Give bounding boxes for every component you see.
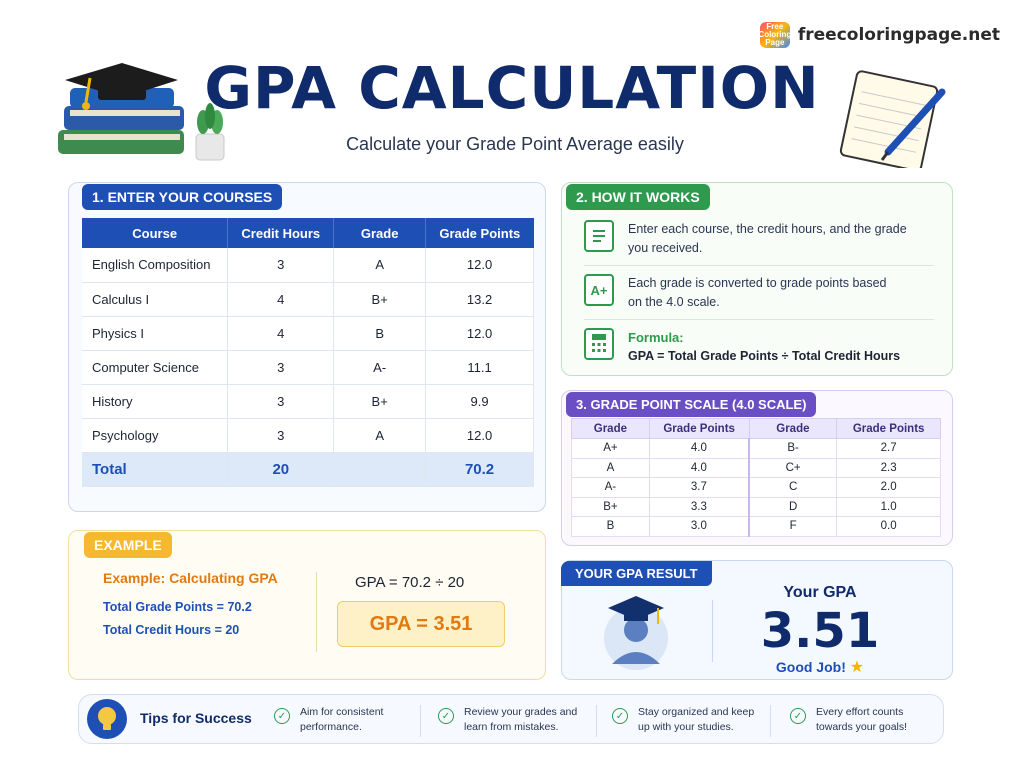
document-icon <box>584 220 614 252</box>
scale-grade: B+ <box>572 497 650 517</box>
course-name[interactable]: English Composition <box>82 248 228 282</box>
gpa-message: Good Job! <box>775 659 846 675</box>
scale-grade: C+ <box>749 458 837 478</box>
scale-grade: B- <box>749 439 837 459</box>
courses-heading: 1. ENTER YOUR COURSES <box>82 184 282 210</box>
tip-divider <box>770 705 771 737</box>
result-divider <box>712 600 713 662</box>
col-grade: Grade <box>334 218 426 248</box>
gpa-label: Your GPA <box>783 584 857 601</box>
example-total-points: Total Grade Points = 70.2 <box>103 600 252 614</box>
scale-grade: A <box>572 458 650 478</box>
grade[interactable]: A- <box>334 350 426 384</box>
check-icon: ✓ <box>274 708 290 724</box>
table-row[interactable] <box>82 282 534 316</box>
total-credits: 20 <box>228 452 334 486</box>
scale-header-row <box>572 419 941 439</box>
scale-col-points: Grade Points <box>837 419 941 439</box>
tip-divider <box>420 705 421 737</box>
how-divider <box>584 319 934 320</box>
grade-points: 12.0 <box>426 316 534 350</box>
grade-points: 11.1 <box>426 350 534 384</box>
scale-points: 4.0 <box>649 458 749 478</box>
scale-row <box>572 497 941 517</box>
student-icon <box>598 590 678 674</box>
scale-points: 4.0 <box>649 439 749 459</box>
example-formula: GPA = 70.2 ÷ 20 <box>355 574 465 591</box>
tip-text: Review your grades and learn from mistakes. <box>464 706 578 733</box>
gpa-message-wrap <box>740 657 900 677</box>
total-grade-empty <box>334 452 426 486</box>
tip-text: Every effort counts towards your goals! <box>816 706 908 733</box>
courses-table <box>82 218 534 487</box>
scale-row <box>572 439 941 459</box>
grade[interactable]: B+ <box>334 282 426 316</box>
brand[interactable] <box>760 22 1000 48</box>
table-row[interactable] <box>82 316 534 350</box>
credit-hours[interactable]: 3 <box>228 384 334 418</box>
formula-label: Formula: <box>628 330 684 345</box>
example-title: Example: Calculating GPA <box>103 570 278 586</box>
scale-points: 2.7 <box>837 439 941 459</box>
scale-grade: D <box>749 497 837 517</box>
table-row[interactable] <box>82 384 534 418</box>
course-name[interactable]: History <box>82 384 228 418</box>
grade[interactable]: B+ <box>334 384 426 418</box>
credit-hours[interactable]: 3 <box>228 418 334 452</box>
course-name[interactable]: Psychology <box>82 418 228 452</box>
grade-points: 13.2 <box>426 282 534 316</box>
scale-points: 3.0 <box>649 517 749 537</box>
brand-logo: Free Coloring Page <box>758 22 792 47</box>
lightbulb-icon <box>86 698 128 740</box>
scale-col-grade: Grade <box>749 419 837 439</box>
tip-item <box>438 705 582 735</box>
scale-points: 3.3 <box>649 497 749 517</box>
total-points: 70.2 <box>426 452 534 486</box>
tips-title: Tips for Success <box>140 710 252 726</box>
how-step-formula <box>584 328 900 366</box>
tip-text: Aim for consistent performance. <box>300 706 384 733</box>
scale-points: 2.0 <box>837 478 941 498</box>
tip-item <box>612 705 762 735</box>
scale-grade: C <box>749 478 837 498</box>
tip-item <box>274 705 400 735</box>
scale-points: 1.0 <box>837 497 941 517</box>
course-name[interactable]: Physics I <box>82 316 228 350</box>
grade[interactable]: A <box>334 248 426 282</box>
tip-item <box>790 705 928 735</box>
scale-points: 2.3 <box>837 458 941 478</box>
brand-site[interactable]: freecoloringpage.net <box>797 25 1000 45</box>
scale-col-points: Grade Points <box>649 419 749 439</box>
example-result-box: GPA = 3.51 <box>337 601 505 647</box>
tip-divider <box>596 705 597 737</box>
gpa-value: 3.51 <box>760 603 880 659</box>
how-heading: 2. HOW IT WORKS <box>566 184 710 210</box>
credit-hours[interactable]: 4 <box>228 316 334 350</box>
col-course: Course <box>82 218 228 248</box>
scale-row <box>572 478 941 498</box>
tip-text: Stay organized and keep up with your studies. <box>638 706 755 733</box>
how-step-enter <box>584 220 928 258</box>
grade-points: 12.0 <box>426 248 534 282</box>
calculator-icon <box>584 328 614 360</box>
page-title: GPA CALCULATION <box>204 54 820 122</box>
example-heading: EXAMPLE <box>84 532 172 558</box>
course-name[interactable]: Calculus I <box>82 282 228 316</box>
check-icon: ✓ <box>790 708 806 724</box>
how-step-convert <box>584 274 898 312</box>
grade-points: 9.9 <box>426 384 534 418</box>
how-formula-block <box>628 328 900 366</box>
grade-icon: A+ <box>584 274 614 306</box>
scale-heading: 3. GRADE POINT SCALE (4.0 SCALE) <box>566 392 816 417</box>
example-total-credits: Total Credit Hours = 20 <box>103 623 240 637</box>
scale-grade: A+ <box>572 439 650 459</box>
grade-points: 12.0 <box>426 418 534 452</box>
scale-points: 0.0 <box>837 517 941 537</box>
col-grade-points: Grade Points <box>426 218 534 248</box>
how-step-enter-text: Enter each course, the credit hours, and the grade you received. <box>628 222 907 255</box>
credit-hours[interactable]: 3 <box>228 350 334 384</box>
check-icon: ✓ <box>612 708 628 724</box>
course-name[interactable]: Computer Science <box>82 350 228 384</box>
credit-hours[interactable]: 3 <box>228 248 334 282</box>
table-row[interactable] <box>82 248 534 282</box>
scale-row <box>572 458 941 478</box>
scale-grade: F <box>749 517 837 537</box>
how-step-convert-text: Each grade is converted to grade points based on the 4.0 scale. <box>628 276 887 309</box>
grade-scale-table <box>571 418 941 537</box>
formula-text: GPA = Total Grade Points ÷ Total Credit Hours <box>628 349 901 363</box>
how-divider <box>584 265 934 266</box>
page-subtitle: Calculate your Grade Point Average easily <box>346 134 684 154</box>
table-row[interactable] <box>82 418 534 452</box>
scale-row <box>572 517 941 537</box>
grade[interactable]: A <box>334 418 426 452</box>
result-heading: YOUR GPA RESULT <box>561 561 712 586</box>
star-icon: ★ <box>849 659 865 676</box>
col-credit-hours: Credit Hours <box>228 218 334 248</box>
scale-points: 3.7 <box>649 478 749 498</box>
scale-grade: B <box>572 517 650 537</box>
check-icon: ✓ <box>438 708 454 724</box>
scale-grade: A- <box>572 478 650 498</box>
table-row[interactable] <box>82 350 534 384</box>
courses-header-row <box>82 218 534 248</box>
total-label: Total <box>82 452 228 486</box>
example-divider <box>316 572 317 652</box>
total-row <box>82 452 534 486</box>
grade[interactable]: B <box>334 316 426 350</box>
scale-col-grade: Grade <box>572 419 650 439</box>
credit-hours[interactable]: 4 <box>228 282 334 316</box>
